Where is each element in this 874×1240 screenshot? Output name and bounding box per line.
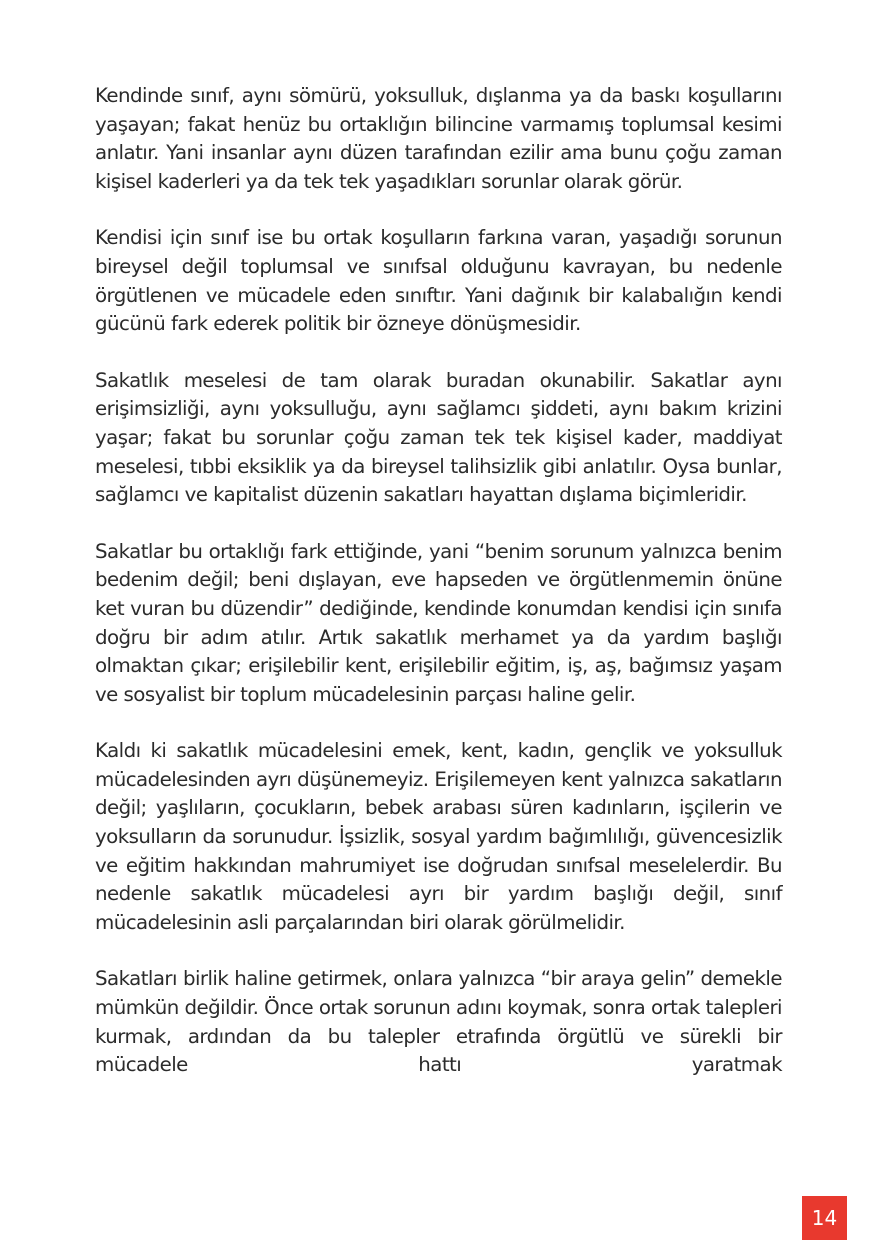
- paragraph-kendinde-sinif: Kendinde sınıf, aynı sömürü, yoksulluk, dışlanma ya da baskı koşullarını yaşayan; fakat henüz bu ortaklığın bilincine varmamış toplumsal kesimi anlatır. Yani insanlar aynı düzen tarafından ezilir ama bunu çoğu zaman kişisel kaderleri ya da tek tek yaşadıkları sorunlar olarak görür.: [95, 84, 782, 193]
- paragraph-ortaklik-farkindaligi: Sakatlar bu ortaklığı fark ettiğinde, yani “benim sorunum yalnızca benim bedenim değil; beni dışlayan, eve hapseden ve örgütlenmemin önüne ket vuran bu düzendir” dediğinde, kendinde konumdan kendisi için sınıfa doğru bir adım atılır. Artık sakatlık merhamet ya da yardım başlığı olmaktan çıkar; erişilebilir kent, erişilebilir eğitim, iş, aş, bağımsız yaşam ve sosyalist bir toplum mücadelesinin parçası haline gelir.: [95, 539, 782, 706]
- paragraph-sakatlik-meselesi: Sakatlık meselesi de tam olarak buradan okunabilir. Sakatlar aynı erişimsizliği, aynı yoksulluğu, aynı sağlamcı şiddeti, aynı bakım krizini yaşar; fakat bu sorunlar çoğu zaman tek tek kişisel kader, maddiyat meselesi, tıbbi eksiklik ya da bireysel talihsizlik gibi anlatılır. Oysa bunlar, sağlamcı ve kapitalist düzenin sakatları hayattan dışlama biçimleridir.: [95, 368, 782, 507]
- page-number-badge: 14: [802, 1196, 847, 1240]
- paragraph-mucadele-birligi: Kaldı ki sakatlık mücadelesini emek, kent, kadın, gençlik ve yoksulluk mücadelesinden ayrı düşünemeyiz. Erişilemeyen kent yalnızca sakatların değil; yaşlıların, çocukların, bebek arabası süren kadınların, işçilerin ve yoksulların da sorunudur. İşsizlik, sosyal yardım bağımlılığı, güvencesizlik ve eğitim hakkından mahrumiyet ise doğrudan sınıfsal meselelerdir. Bu nedenle sakatlık mücadelesi ayrı bir yardım başlığı değil, sınıf mücadelesinin asli parçalarından biri olarak görülmelidir.: [95, 739, 782, 934]
- page-body: [95, 82, 782, 1108]
- paragraph-birlik-olusturma: Sakatları birlik haline getirmek, onlara yalnızca “bir araya gelin” demekle mümkün değildir. Önce ortak sorunun adını koymak, sonra ortak talepleri kurmak, ardından da bu talepler etrafında örgütlü ve sürekli bir mücadele hattı yaratmak: [95, 967, 782, 1077]
- paragraph-kendisi-icin-sinif: Kendisi için sınıf ise bu ortak koşulların farkına varan, yaşadığı sorunun bireysel değil toplumsal ve sınıfsal olduğunu kavrayan, bu nedenle örgütlenen ve mücadele eden sınıftır. Yani dağınık bir kalabalığın kendi gücünü fark ederek politik bir özneye dönüşmesidir.: [95, 226, 782, 336]
